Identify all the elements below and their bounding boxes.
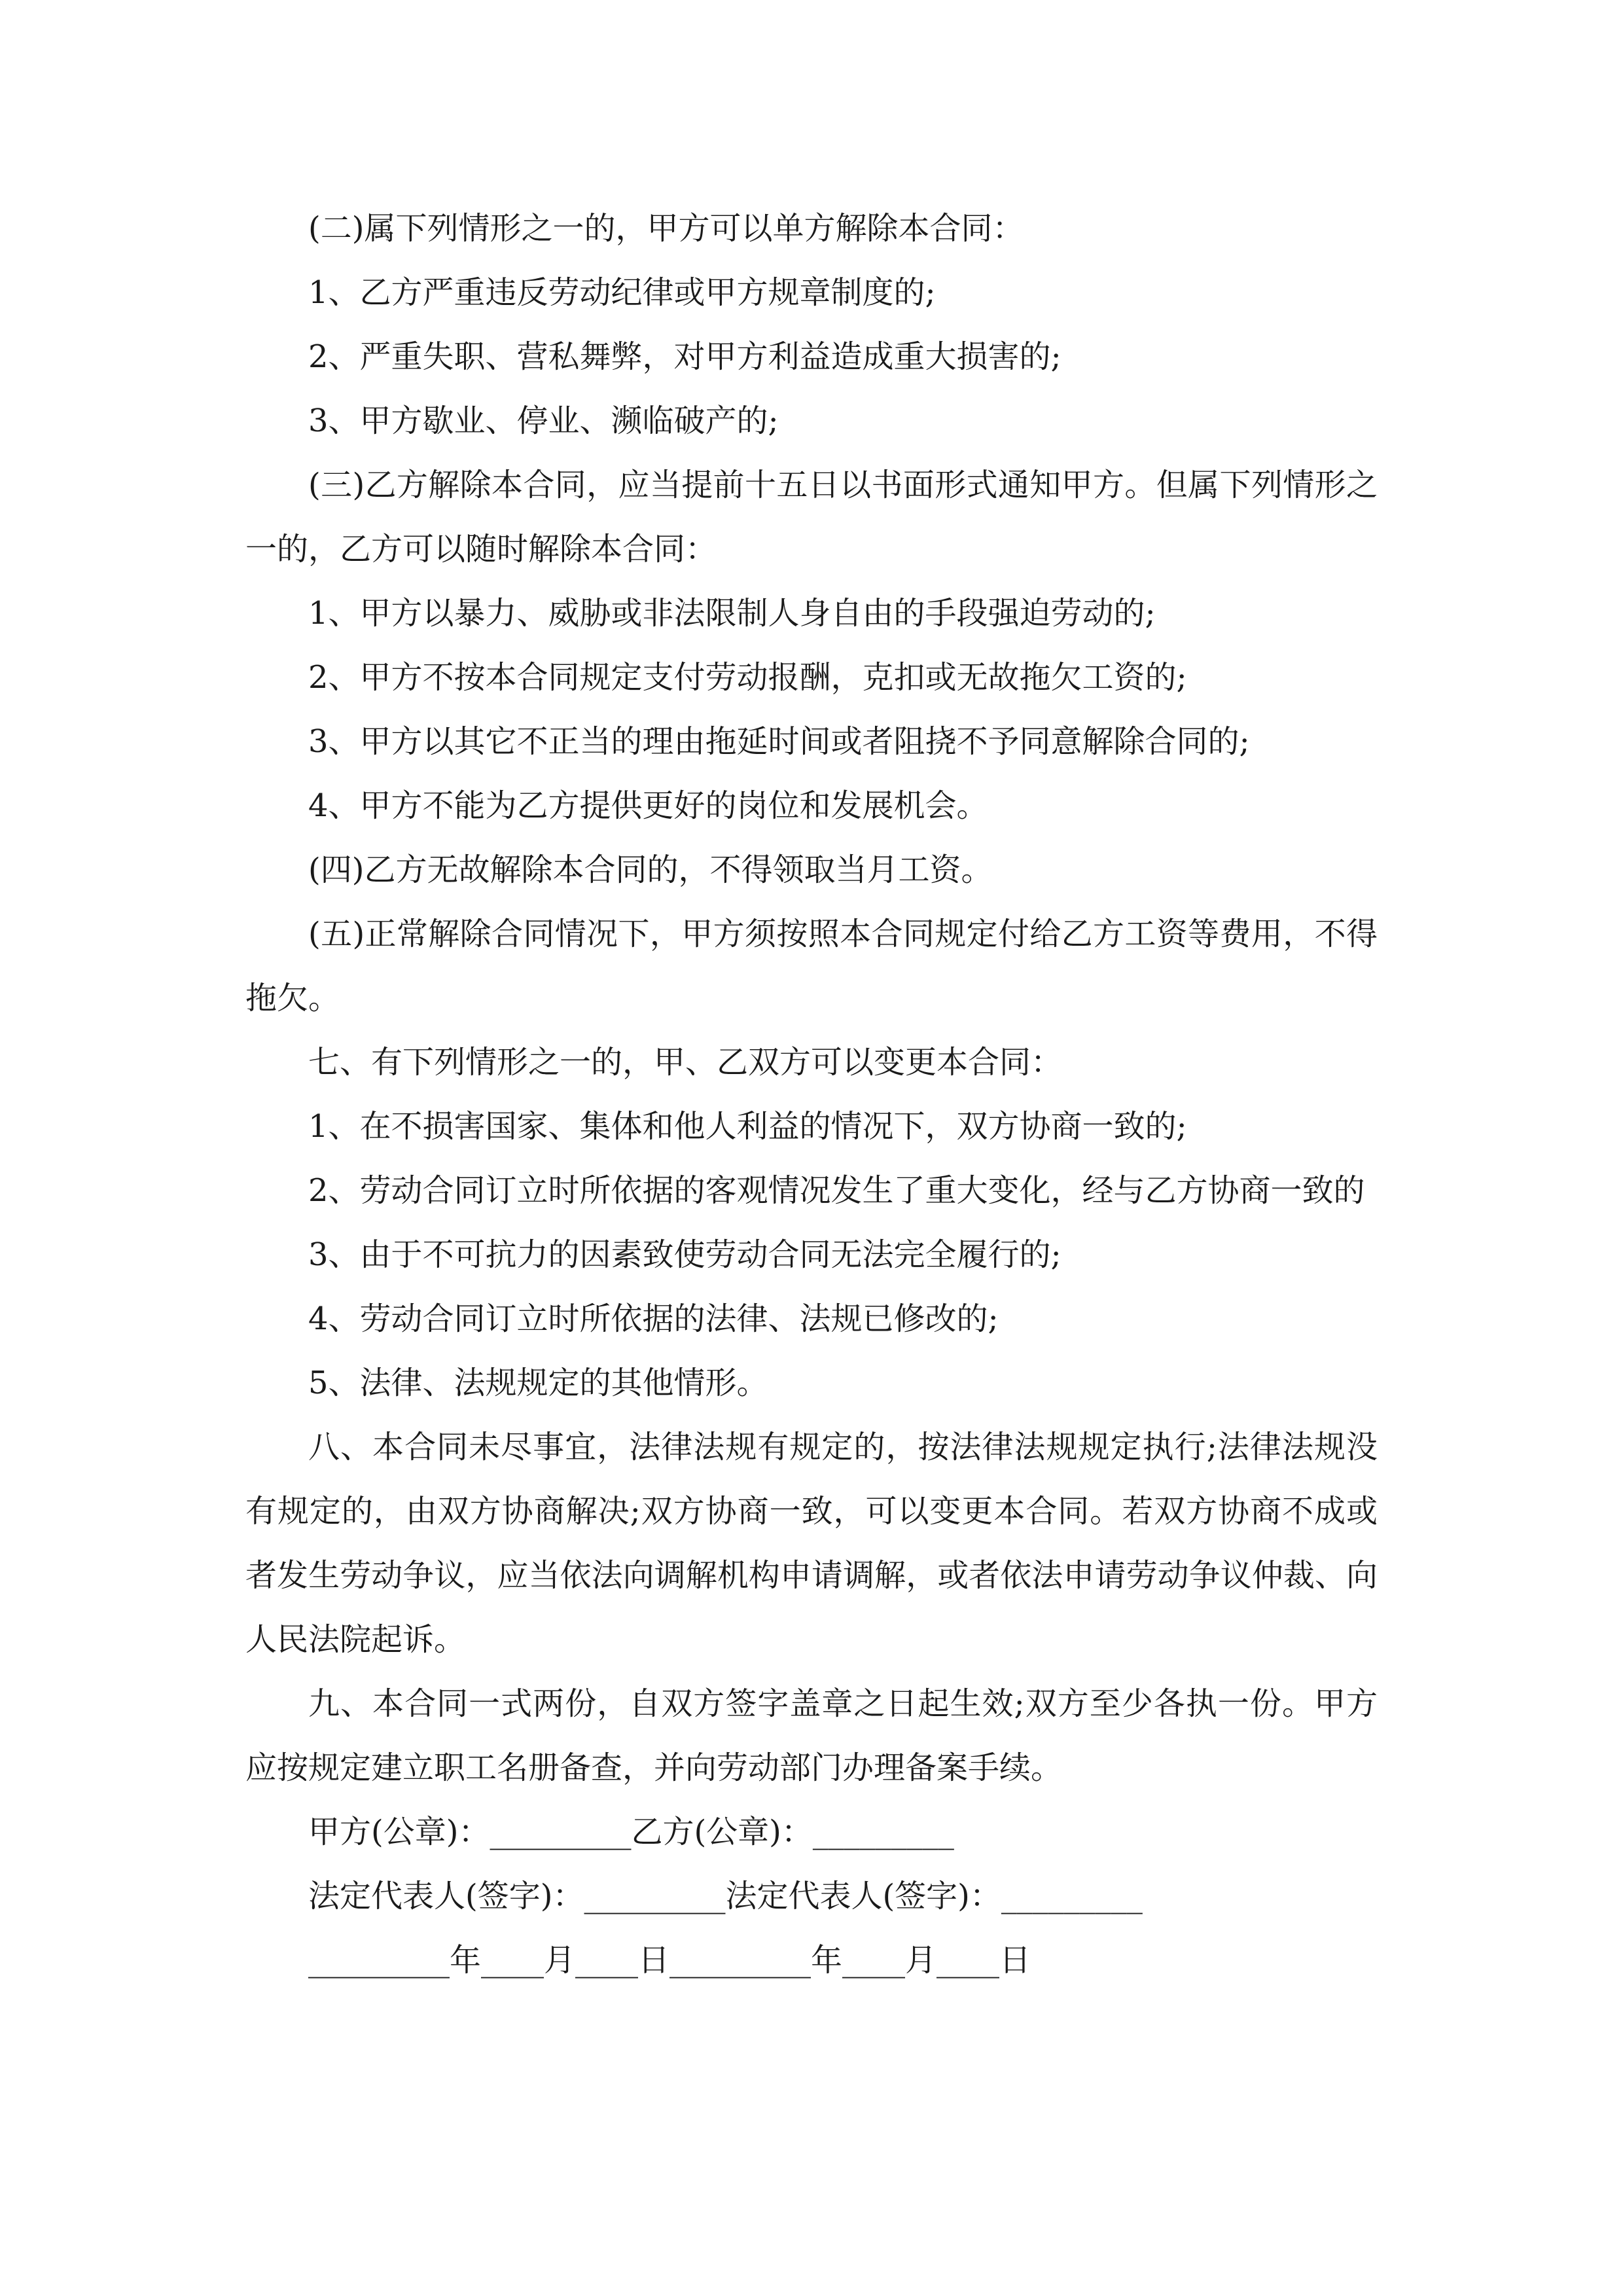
- section-7-item-3: 3、由于不可抗力的因素致使劳动合同无法完全履行的;: [308, 1236, 1061, 1273]
- clause-3-item-1: 1、甲方以暴力、威胁或非法限制人身自由的手段强迫劳动的;: [308, 595, 1156, 632]
- clause-2-item-3: 3、甲方歇业、停业、濒临破产的;: [308, 403, 779, 439]
- clause-3-item-3: 3、甲方以其它不正当的理由拖延时间或者阻挠不予同意解除合同的;: [308, 723, 1250, 760]
- representative-signature-line: 法定代表人(签字)：_________法定代表人(签字)：_________: [308, 1878, 1143, 1914]
- section-7-heading: 七、有下列情形之一的，甲、乙双方可以变更本合同：: [308, 1044, 1063, 1081]
- section-7-item-4: 4、劳动合同订立时所依据的法律、法规已修改的;: [308, 1300, 999, 1337]
- section-8: 八、本合同未尽事宜，法律法规有规定的，按法律法规规定执行;法律法规没有规定的，由双方协商解决;双方协商一致，可以变更本合同。若双方协商不成或者发生劳动争议，应当依法向调解机构申请调解，或者依法申请劳动争议仲裁、向人民法院起诉。: [245, 1429, 1378, 1658]
- clause-3-heading: (三)乙方解除本合同，应当提前十五日以书面形式通知甲方。但属下列情形之一的，乙方可以随时解除本合同：: [245, 467, 1378, 567]
- clause-5: (五)正常解除合同情况下，甲方须按照本合同规定付给乙方工资等费用，不得拖欠。: [245, 916, 1378, 1016]
- clause-3-item-4: 4、甲方不能为乙方提供更好的岗位和发展机会。: [308, 787, 988, 824]
- date-line: _________年____月____日_________年____月____日: [308, 1942, 1031, 1979]
- clause-2-heading: (二)属下列情形之一的，甲方可以单方解除本合同：: [308, 210, 1024, 247]
- section-7-item-2: 2、劳动合同订立时所依据的客观情况发生了重大变化，经与乙方协商一致的: [308, 1172, 1365, 1209]
- clause-3-item-2: 2、甲方不按本合同规定支付劳动报酬，克扣或无故拖欠工资的;: [308, 659, 1187, 696]
- clause-2-item-1: 1、乙方严重违反劳动纪律或甲方规章制度的;: [308, 274, 936, 311]
- section-7-item-1: 1、在不损害国家、集体和他人利益的情况下，双方协商一致的;: [308, 1108, 1187, 1145]
- clause-2-item-2: 2、严重失职、营私舞弊，对甲方利益造成重大损害的;: [308, 338, 1061, 375]
- section-9: 九、本合同一式两份，自双方签字盖章之日起生效;双方至少各执一份。甲方应按规定建立职工名册备查，并向劳动部门办理备案手续。: [245, 1685, 1378, 1786]
- section-7-item-5: 5、法律、法规规定的其他情形。: [308, 1365, 768, 1401]
- clause-4: (四)乙方无故解除本合同的，不得领取当月工资。: [308, 852, 993, 888]
- contract-body: [245, 196, 1378, 1992]
- seal-signature-line: 甲方(公章)：_________乙方(公章)：_________: [308, 1814, 954, 1850]
